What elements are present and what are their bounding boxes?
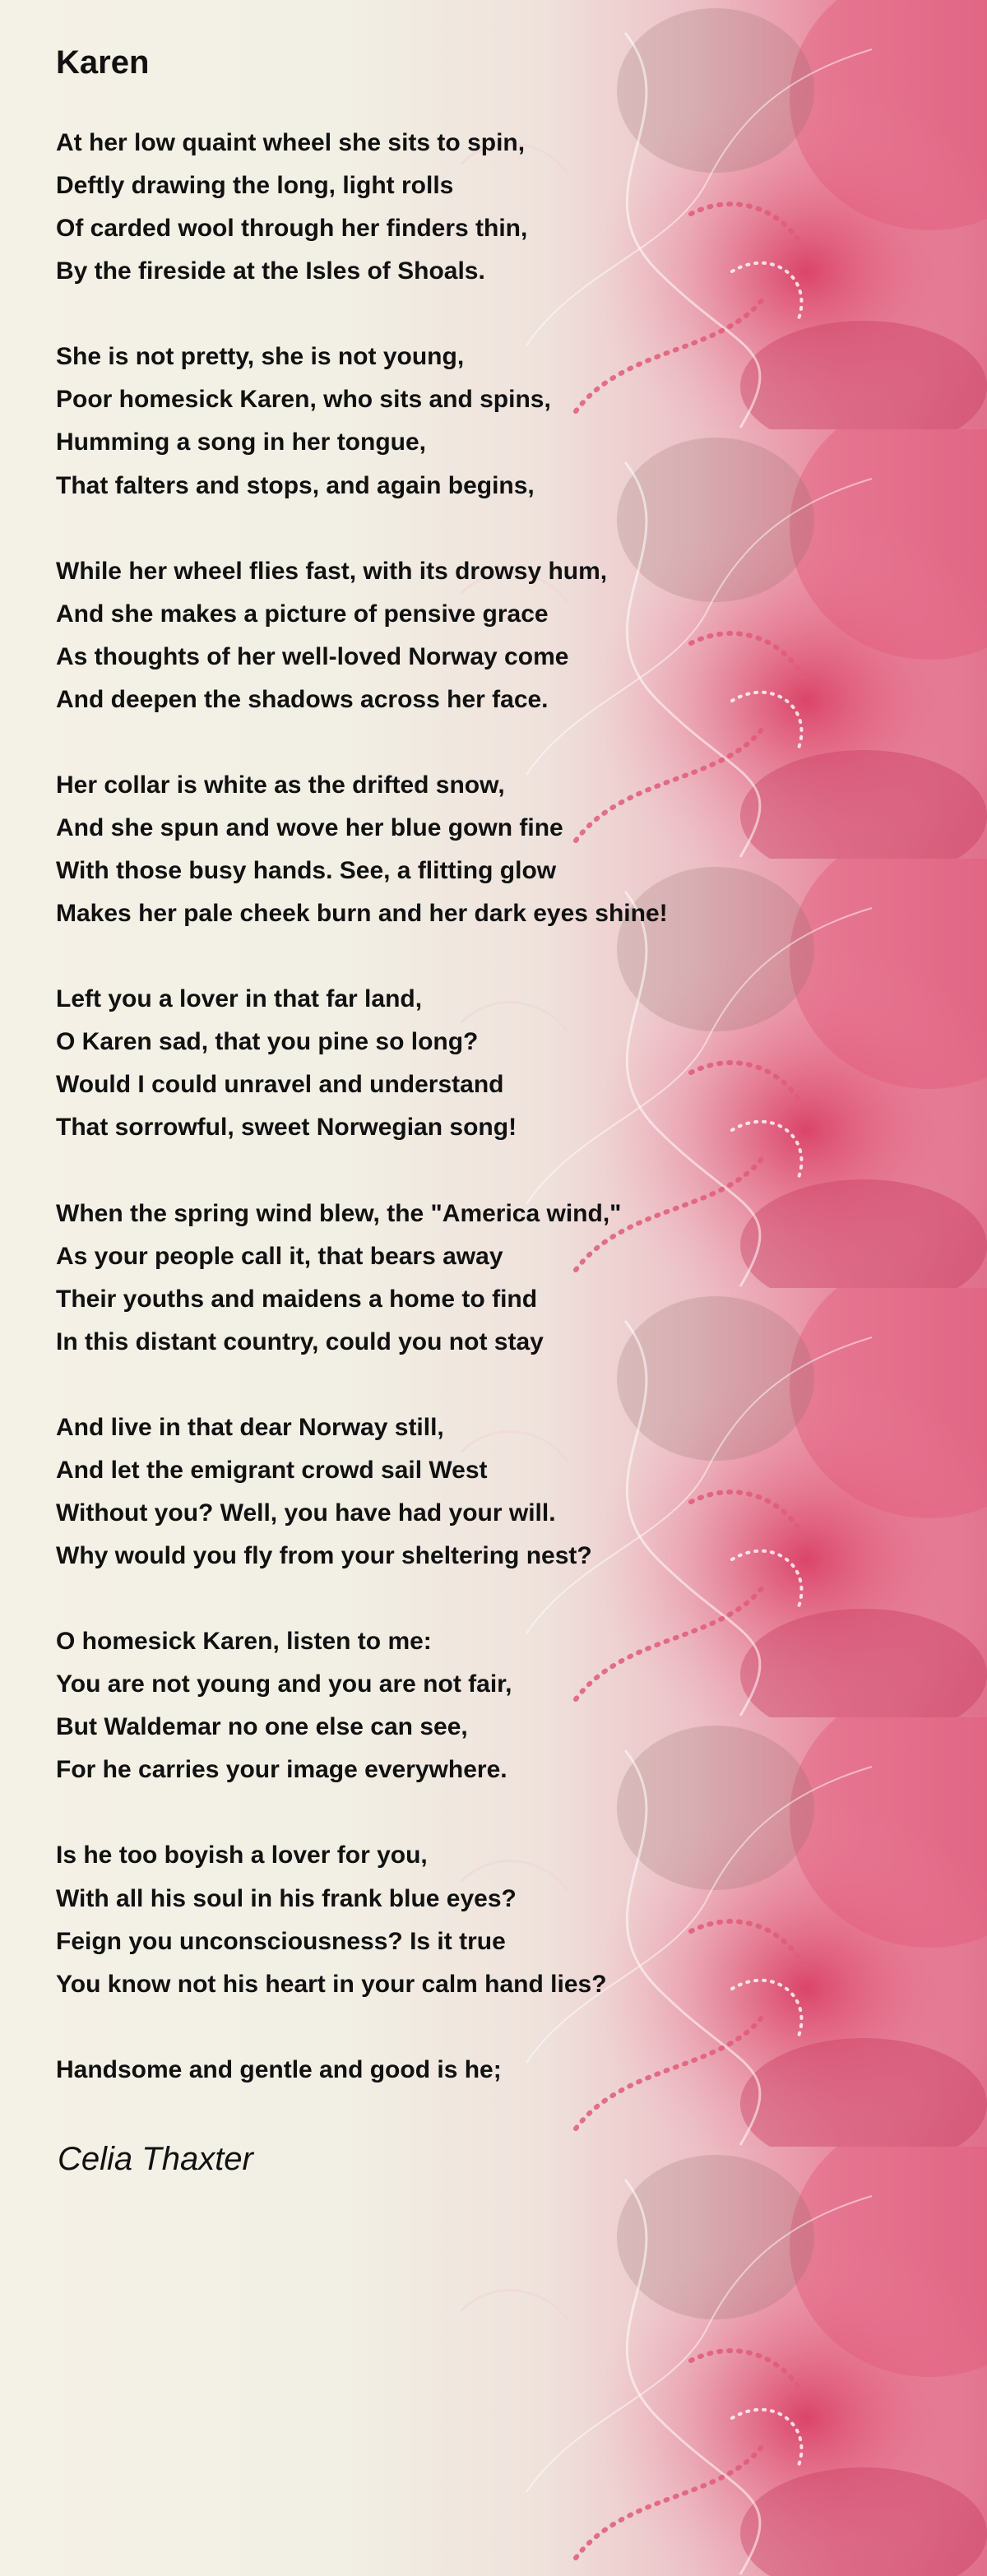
poem-line: Feign you unconsciousness? Is it true	[56, 1927, 506, 1955]
poem-line: While her wheel flies fast, with its drowsy hum,	[56, 557, 608, 585]
poem-line: That sorrowful, sweet Norwegian song!	[56, 1114, 517, 1142]
poem-line: And she makes a picture of pensive grace	[56, 600, 549, 628]
poem-line: With all his soul in his frank blue eyes?	[56, 1884, 517, 1912]
poem-line: As thoughts of her well-loved Norway come	[56, 642, 569, 670]
poem-line: Handsome and gentle and good is he;	[56, 2055, 502, 2083]
poem-line: You know not his heart in your calm hand lies?	[56, 1970, 607, 1998]
poem-line: O homesick Karen, listen to me:	[56, 1628, 432, 1656]
poem-line: And let the emigrant crowd sail West	[56, 1456, 488, 1484]
poem-line: Of carded wool through her finders thin,	[56, 215, 528, 243]
poem-line: At her low quaint wheel she sits to spin,	[56, 129, 526, 156]
poem-line: Is he too boyish a lover for you,	[56, 1842, 428, 1869]
poem-line: Why would you fly from your sheltering nest?	[56, 1542, 592, 1569]
poem-title: Karen	[56, 44, 150, 81]
poem-line: Her collar is white as the drifted snow,	[56, 771, 505, 799]
poem-line: By the fireside at the Isles of Shoals.	[56, 257, 485, 285]
poem-line: That falters and stops, and again begins,	[56, 471, 535, 499]
poem-line: Left you a lover in that far land,	[56, 985, 423, 1013]
poem-author: Celia Thaxter	[58, 2141, 253, 2177]
poem-line: Their youths and maidens a home to find	[56, 1285, 538, 1313]
poem-line: Would I could unravel and understand	[56, 1071, 504, 1099]
poem-line: And live in that dear Norway still,	[56, 1413, 444, 1441]
poem-line: Humming a song in her tongue,	[56, 429, 426, 456]
poem-line: For he carries your image everywhere.	[56, 1756, 507, 1784]
poem-line: Without you? Well, you have had your will.	[56, 1499, 556, 1527]
poem-line: You are not young and you are not fair,	[56, 1670, 512, 1698]
poem-line: When the spring wind blew, the "America wind,"	[56, 1199, 622, 1227]
poem-line: And she spun and wove her blue gown fine	[56, 814, 563, 841]
poem-line: As your people call it, that bears away	[56, 1242, 503, 1270]
poem-line: With those busy hands. See, a flitting glow	[56, 857, 557, 884]
poem-line: In this distant country, could you not stay	[56, 1327, 544, 1355]
poem-line: And deepen the shadows across her face.	[56, 685, 549, 713]
poem-line: Poor homesick Karen, who sits and spins,	[56, 386, 551, 414]
poem-line: Deftly drawing the long, light rolls	[56, 172, 454, 200]
poem-line: O Karen sad, that you pine so long?	[56, 1028, 479, 1056]
poem-line: Makes her pale cheek burn and her dark eyes shine!	[56, 900, 668, 928]
poem-line: But Waldemar no one else can see,	[56, 1713, 468, 1741]
poem-line: She is not pretty, she is not young,	[56, 343, 465, 371]
